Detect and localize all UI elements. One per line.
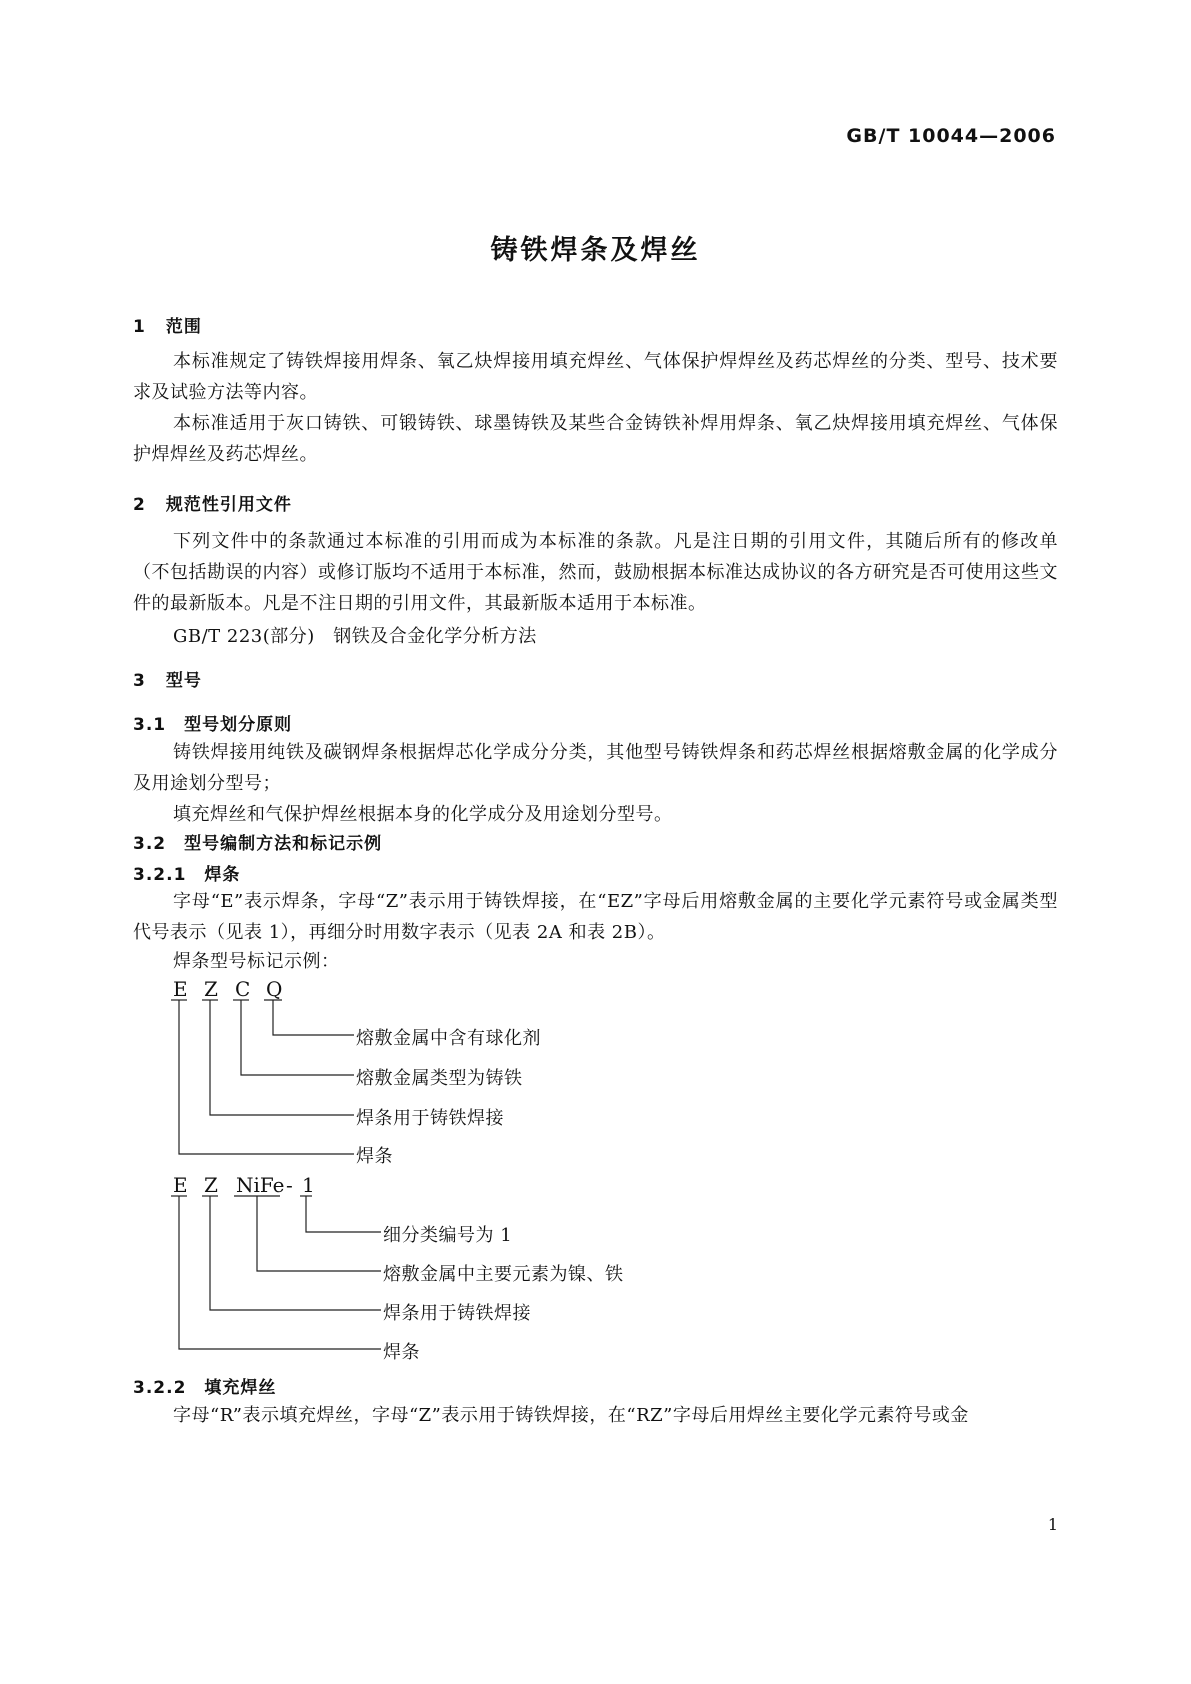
example-2-letter-z: Z	[204, 1173, 218, 1197]
e2-leader-z	[210, 1196, 381, 1310]
example-1-letter-e: E	[173, 977, 188, 1001]
example-1-label-cast-iron-type: 熔敷金属类型为铸铁	[356, 1068, 523, 1089]
section-number: 1	[133, 317, 146, 337]
section-number: 3	[133, 671, 146, 691]
example-2-label-electrode: 焊条	[383, 1342, 420, 1363]
example-2-label-subclass: 细分类编号为 1	[383, 1225, 513, 1246]
e1-leader-e	[179, 1000, 354, 1154]
example-1-letter-c: C	[235, 977, 251, 1001]
e1-leader-z	[210, 1000, 354, 1115]
section-number: 3.2.2	[133, 1378, 187, 1398]
section-title: 焊条	[204, 865, 241, 885]
section-2-heading	[133, 490, 292, 515]
example-1-label-spheroidizer: 熔敷金属中含有球化剂	[356, 1028, 541, 1049]
section-number: 3.2.1	[133, 865, 187, 885]
example-2-label-main-elements: 熔敷金属中主要元素为镍、铁	[383, 1264, 624, 1285]
section-title: 型号划分原则	[184, 715, 293, 735]
e1-leader-c	[241, 1000, 354, 1075]
section-3-1-paragraph-2: 填充焊丝和气保护焊丝根据本身的化学成分及用途划分型号。	[173, 804, 673, 825]
section-number: 3.2	[133, 834, 167, 854]
section-3-heading	[133, 666, 202, 691]
example-2-label-cast-iron-welding: 焊条用于铸铁焊接	[383, 1303, 531, 1324]
section-title: 型号	[165, 671, 202, 691]
example-1-letter-q: Q	[266, 977, 283, 1001]
e2-leader-e	[179, 1196, 381, 1349]
section-3-1-paragraph-1: 铸铁焊接用纯铁及碳钢焊条根据焊芯化学成分分类，其他型号铸铁焊条和药芯焊丝根据熔敷金属的化学成分及用途划分型号；	[133, 742, 1058, 794]
example-label: 焊条型号标记示例：	[173, 951, 340, 972]
example-1-label-electrode: 焊条	[356, 1146, 393, 1167]
section-title: 规范性引用文件	[165, 495, 292, 515]
section-3-2-1-paragraph-1: 字母“E”表示焊条，字母“Z”表示用于铸铁焊接，在“EZ”字母后用熔敷金属的主要化学元素符号或金属类型代号表示（见表 1），再细分时用数字表示（见表 2A 和表 2B）。	[133, 891, 1058, 943]
section-3-1-heading	[133, 710, 292, 735]
section-number: 2	[133, 495, 146, 515]
e1-leader-q	[273, 1000, 354, 1035]
section-1-paragraph-2: 本标准适用于灰口铸铁、可锻铸铁、球墨铸铁及某些合金铸铁补焊用焊条、氧乙炔焊接用填充焊丝、气体保护焊焊丝及药芯焊丝。	[133, 413, 1058, 465]
section-1-paragraph-1: 本标准规定了铸铁焊接用焊条、氧乙炔焊接用填充焊丝、气体保护焊焊丝及药芯焊丝的分类、型号、技术要求及试验方法等内容。	[133, 351, 1058, 403]
e2-leader-1	[306, 1196, 381, 1232]
section-3-2-heading	[133, 829, 382, 854]
section-2-paragraph-1: 下列文件中的条款通过本标准的引用而成为本标准的条款。凡是注日期的引用文件，其随后所有的修改单（不包括勘误的内容）或修订版均不适用于本标准，然而，鼓励根据本标准达成协议的各方研究是否可使用这些文件的最新版本。凡是不注日期的引用文件，其最新版本适用于本标准。	[133, 531, 1058, 614]
document-title: 铸铁焊条及焊丝	[490, 235, 701, 266]
section-3-2-2-paragraph-1: 字母“R”表示填充焊丝，字母“Z”表示用于铸铁焊接，在“RZ”字母后用焊丝主要化学元素符号或金	[173, 1405, 969, 1426]
example-2-letter-e: E	[173, 1173, 188, 1197]
standard-code: GB/T 10044—2006	[846, 125, 1056, 147]
example-1-label-cast-iron-welding: 焊条用于铸铁焊接	[356, 1108, 504, 1129]
normative-reference: GB/T 223(部分) 钢铁及合金化学分析方法	[173, 626, 537, 647]
e2-leader-nife	[257, 1196, 381, 1271]
example-2-letter-nife: NiFe	[236, 1173, 285, 1197]
example-2-dash: -	[286, 1173, 293, 1197]
example-2-digit: 1	[302, 1173, 315, 1197]
section-title: 范围	[165, 317, 202, 337]
section-3-2-2-heading	[133, 1373, 276, 1398]
section-1-heading	[133, 312, 202, 337]
page-number: 1	[1047, 1515, 1058, 1534]
section-number: 3.1	[133, 715, 167, 735]
section-title: 填充焊丝	[204, 1378, 277, 1398]
section-title: 型号编制方法和标记示例	[184, 834, 383, 854]
example-1-letter-z: Z	[204, 977, 218, 1001]
section-3-2-1-heading	[133, 860, 240, 885]
